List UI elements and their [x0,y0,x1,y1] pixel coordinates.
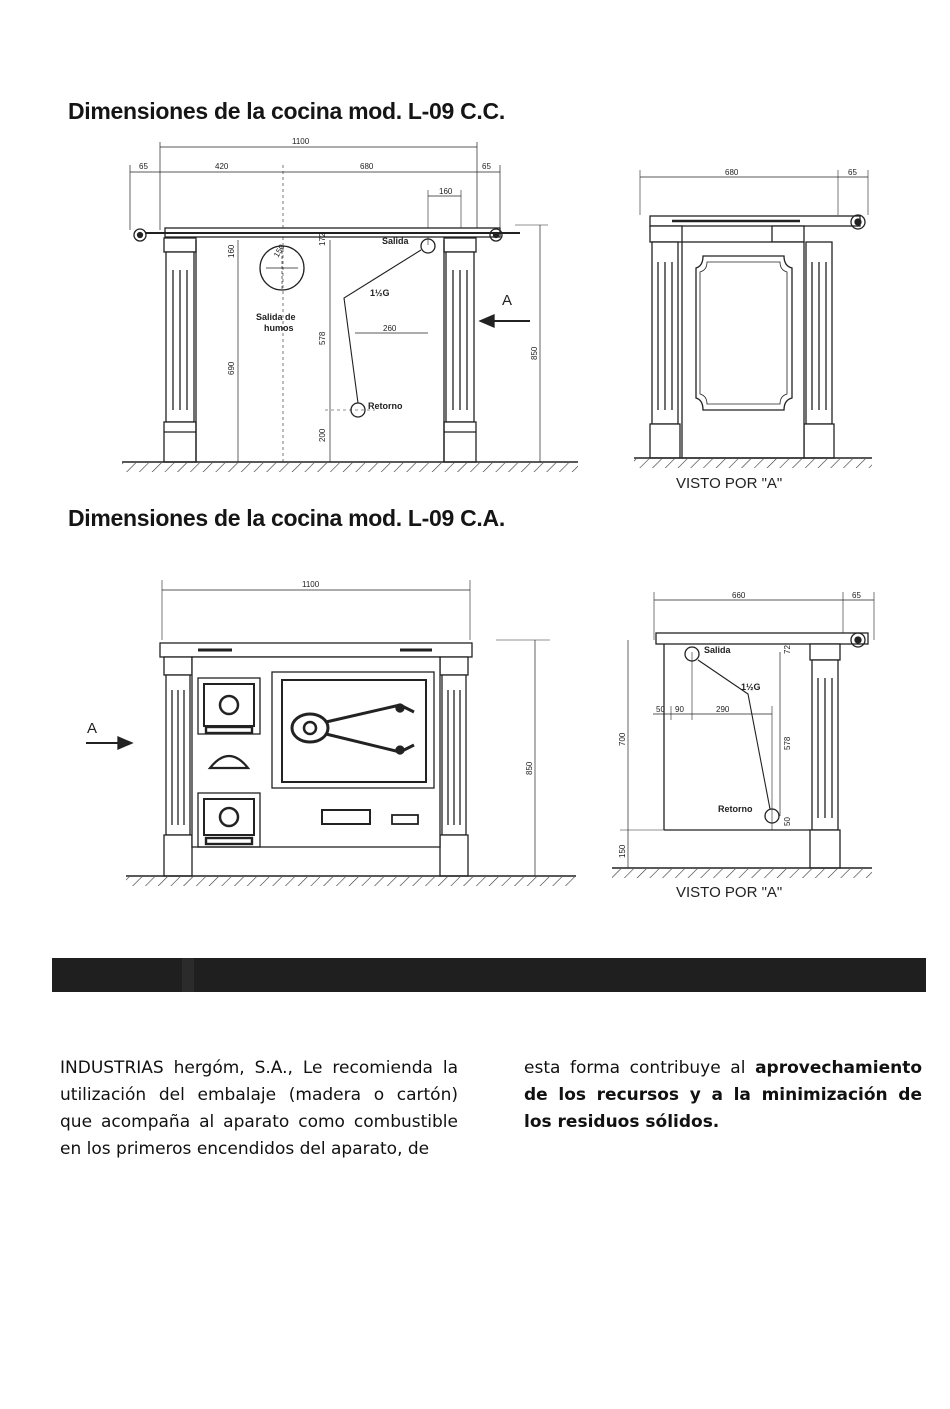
ca-front-dim-overall: 1100 [302,580,320,589]
drawing-ca-side [612,592,874,878]
dim-outlet-offset: 160 [439,187,453,196]
dim-center: 680 [360,162,374,171]
label-salida: Salida [382,236,409,246]
dim-vertical-left: 690 [227,361,236,375]
label-pipe-size: 1½G [370,288,390,298]
ca-side-dim-base: 150 [618,844,627,858]
title-cc: Dimensiones de la cocina mod. L-09 C.C. [68,98,505,124]
ca-side-dim-290: 290 [716,705,730,714]
ca-side-dim-mid: 578 [783,736,792,750]
title-ca: Dimensiones de la cocina mod. L-09 C.A. [68,505,505,531]
ca-side-dim-side: 65 [852,591,861,600]
dim-flue-diameter: 150 [271,242,287,259]
ca-front-dim-height: 850 [525,761,534,775]
notice-plain-text: esta forma contribuye al [524,1058,746,1078]
ca-side-dim-height: 700 [618,732,627,746]
dim-overall: 1100 [292,137,310,146]
ca-arrow-a-label: A [87,720,98,737]
ca-side-dim-depth: 660 [732,591,746,600]
ca-label-salida: Salida [704,645,731,655]
dim-right-margin: 65 [482,162,491,171]
notice-column-1: INDUSTRIAS hergóm, S.A., Le recomienda la utilización del embalaje (madera o cartón) que acompaña al aparato como combustible en los primeros encendidos del aparato, de [60,1058,458,1159]
dim-pipe-offset: 260 [383,324,397,333]
cc-side-caption: VISTO POR "A" [676,475,783,492]
cc-side-dim-side: 65 [848,168,857,177]
arrow-a-label: A [502,292,513,309]
label-salida-humos-2: humos [264,323,294,333]
notice-column-2 [524,1055,922,1136]
drawing-ca-front [86,580,576,886]
dim-left-margin: 65 [139,162,148,171]
ca-side-dim-bottom-small: 50 [783,817,792,826]
dim-bottom: 200 [318,428,327,442]
label-salida-humos-1: Salida de [256,312,296,322]
section-bar [52,958,926,992]
ca-side-dim-50: 50 [656,705,665,714]
dim-flue-height: 160 [227,244,236,258]
ca-side-dim-top: 72 [783,645,792,654]
dim-left-mid: 420 [215,162,229,171]
cc-side-dim-depth: 680 [725,168,739,177]
ca-side-caption: VISTO POR "A" [676,884,783,901]
dim-total-height: 850 [530,346,539,360]
dim-outlet-height: 172 [318,232,327,246]
section-bar-accent [182,958,194,992]
cc-front-dimension-labels [139,137,539,442]
notice-bold-text: aprovechamiento de los recursos y a la minimización de los residuos sólidos. [524,1058,923,1132]
ca-side-dim-90: 90 [675,705,684,714]
ca-label-pipe-size: 1½G [741,682,761,692]
ca-label-retorno: Retorno [718,804,753,814]
dim-vertical-mid: 578 [318,331,327,345]
drawing-cc-side [634,170,872,468]
label-retorno: Retorno [368,401,403,411]
